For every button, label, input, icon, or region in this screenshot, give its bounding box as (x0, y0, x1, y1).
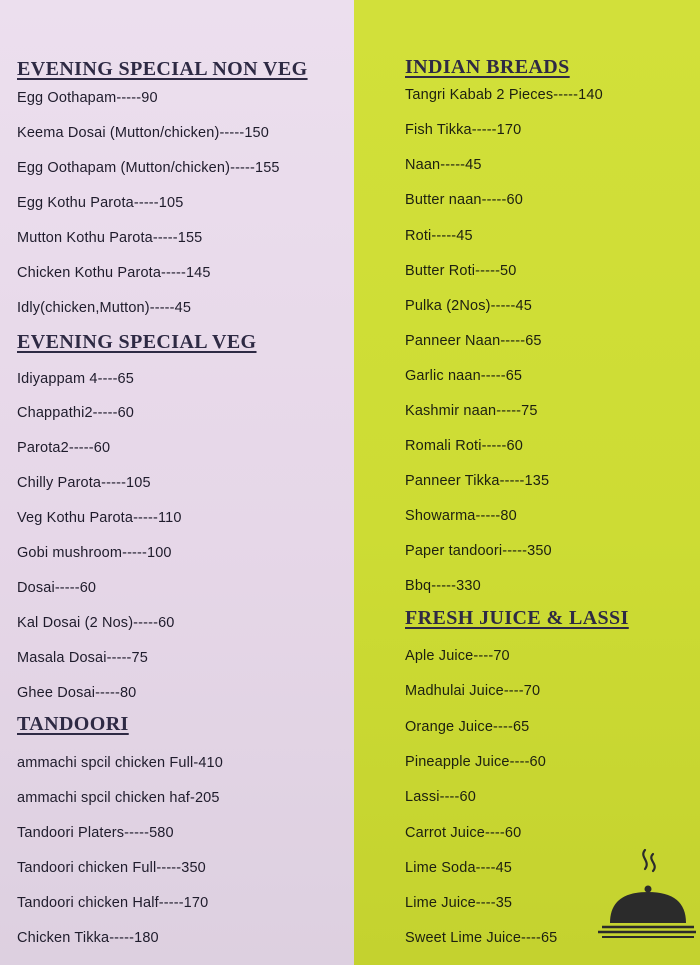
right-menu-column (354, 0, 700, 965)
menu-item: Chappathi2-----60 (17, 405, 134, 421)
menu-item: Lassi----60 (405, 789, 476, 805)
menu-item: Chicken Tikka-----180 (17, 930, 159, 946)
menu-item: Masala Dosai-----75 (17, 650, 148, 666)
menu-item: Idiyappam 4----65 (17, 371, 134, 387)
menu-item: Ghee Dosai-----80 (17, 685, 137, 701)
serving-dome-icon (596, 848, 696, 943)
menu-item: Tangri Kabab 2 Pieces-----140 (405, 87, 603, 103)
menu-item: Paper tandoori-----350 (405, 543, 552, 559)
menu-item: Dosai-----60 (17, 580, 97, 596)
menu-item: Madhulai Juice----70 (405, 683, 541, 699)
menu-item: Kal Dosai (2 Nos)-----60 (17, 615, 175, 631)
menu-item: Tandoori Platers-----580 (17, 825, 174, 841)
menu-item: Veg Kothu Parota-----110 (17, 510, 182, 526)
menu-item: Mutton Kothu Parota-----155 (17, 230, 203, 246)
menu-item: Butter naan-----60 (405, 192, 523, 208)
menu-item: Panneer Tikka-----135 (405, 473, 550, 489)
menu-item: Lime Juice----35 (405, 895, 513, 911)
menu-item: Pineapple Juice----60 (405, 754, 546, 770)
menu-item: Keema Dosai (Mutton/chicken)-----150 (17, 125, 269, 141)
menu-item: Panneer Naan-----65 (405, 333, 542, 349)
menu-item: Kashmir naan-----75 (405, 403, 538, 419)
menu-item: Egg Oothapam (Mutton/chicken)-----155 (17, 160, 280, 176)
section-title-non-veg: EVENING SPECIAL NON VEG (17, 58, 308, 80)
menu-item: Parota2-----60 (17, 440, 111, 456)
menu-item: Lime Soda----45 (405, 860, 513, 876)
menu-item: Chilly Parota-----105 (17, 475, 151, 491)
menu-item: Bbq-----330 (405, 578, 481, 594)
menu-item: Gobi mushroom-----100 (17, 545, 172, 561)
section-title-fresh-juice: FRESH JUICE & LASSI (405, 607, 629, 629)
menu-item: Tandoori chicken Full-----350 (17, 860, 206, 876)
menu-item: Butter Roti-----50 (405, 263, 517, 279)
menu-item: Orange Juice----65 (405, 719, 530, 735)
menu-item: Idly(chicken,Mutton)-----45 (17, 300, 192, 316)
menu-item: Pulka (2Nos)-----45 (405, 298, 532, 314)
section-title-veg: EVENING SPECIAL VEG (17, 331, 257, 353)
menu-item: ammachi spcil chicken haf-205 (17, 790, 220, 806)
menu-item: Sweet Lime Juice----65 (405, 930, 558, 946)
menu-item: ammachi spcil chicken Full-410 (17, 755, 223, 771)
menu-item: Aple Juice----70 (405, 648, 510, 664)
section-title-indian-breads: INDIAN BREADS (405, 56, 570, 78)
menu-item: Garlic naan-----65 (405, 368, 523, 384)
menu-item: Roti-----45 (405, 228, 473, 244)
menu-item: Carrot Juice----60 (405, 825, 522, 841)
menu-item: Egg Oothapam-----90 (17, 90, 158, 106)
menu-item: Showarma-----80 (405, 508, 517, 524)
menu-item: Tandoori chicken Half-----170 (17, 895, 209, 911)
menu-item: Romali Roti-----60 (405, 438, 523, 454)
menu-item: Chicken Kothu Parota-----145 (17, 265, 211, 281)
menu-item: Naan-----45 (405, 157, 482, 173)
menu-item: Fish Tikka-----170 (405, 122, 522, 138)
section-title-tandoori: TANDOORI (17, 713, 129, 735)
menu-item: Egg Kothu Parota-----105 (17, 195, 184, 211)
